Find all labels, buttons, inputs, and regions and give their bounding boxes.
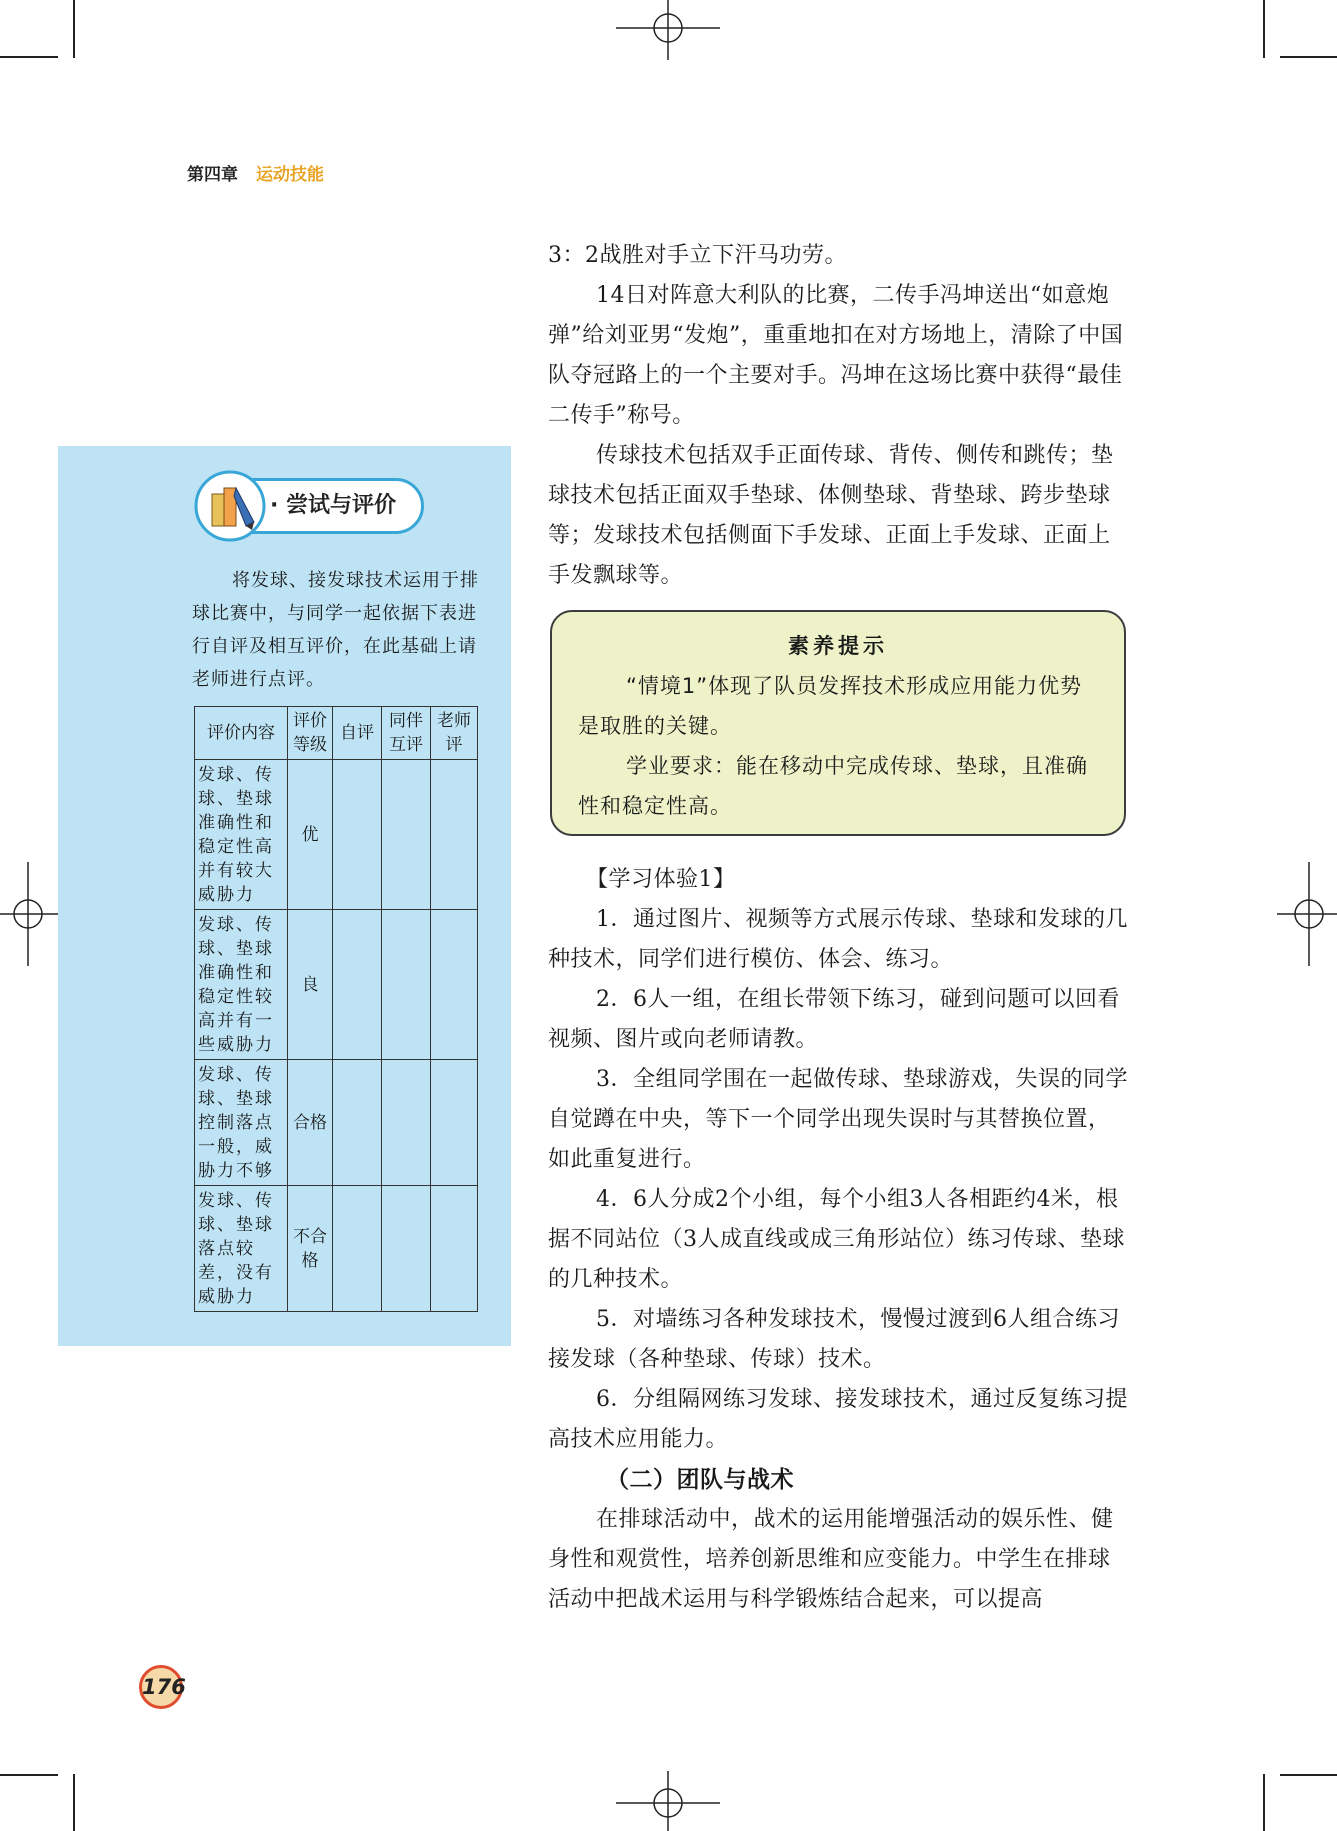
teacher-eval-cell[interactable] (431, 910, 478, 1060)
self-eval-cell[interactable] (333, 760, 382, 910)
paragraph: 在排球活动中，战术的运用能增强活动的娱乐性、健身性和观赏性，培养创新思维和应变能力。中学生在排球活动中把战术运用与科学锻炼结合起来，可以提高 (548, 1507, 1114, 1612)
teacher-eval-cell[interactable] (431, 760, 478, 910)
crop-mark (73, 0, 75, 58)
registration-mark-top (616, 0, 720, 60)
grade-cell: 优 (288, 760, 333, 910)
paragraph: 传球技术包括双手正面传球、背传、侧传和跳传；垫球技术包括正面双手垫球、体侧垫球、背垫球、跨步垫球等；发球技术包括侧面下手发球、正面上手发球、正面上手发飘球等。 (548, 443, 1114, 588)
list-item: 2．6人一组，在组长带领下练习，碰到问题可以回看视频、图片或向老师请教。 (548, 987, 1120, 1052)
pencil-books-icon (190, 468, 274, 546)
list-item: 4．6人分成2个小组，每个小组3人各相距约4米，根据不同站位（3人成直线或成三角形站位）练习传球、垫球的几种技术。 (548, 1187, 1125, 1292)
table-header-row (195, 707, 478, 760)
content-cell: 发球、传球、垫球控制落点一般，威胁力不够 (195, 1060, 288, 1186)
registration-mark-bottom (616, 1771, 720, 1831)
column-header: 老师评 (431, 707, 478, 760)
paragraph: 3：2战胜对手立下汗马功劳。 (548, 243, 847, 268)
crop-mark (0, 56, 58, 58)
grade-cell: 不合格 (288, 1186, 333, 1312)
self-eval-cell[interactable] (333, 1060, 382, 1186)
crop-mark (1263, 0, 1265, 58)
paragraph: 14日对阵意大利队的比赛，二传手冯坤送出“如意炮弹”给刘亚男“发炮”，重重地扣在对方场地上，清除了中国队夺冠路上的一个主要对手。冯坤在这场比赛中获得“最佳二传手”称号。 (548, 283, 1124, 428)
section-label: 运动技能 (256, 165, 324, 185)
peer-eval-cell[interactable] (382, 1186, 431, 1312)
crop-mark (1280, 1774, 1337, 1776)
tip-paragraph: 学业要求：能在移动中完成传球、垫球，且准确性和稳定性高。 (578, 754, 1088, 818)
table-row (195, 760, 478, 910)
tip-title: 素养提示 (788, 634, 888, 658)
section-subheading: （二）团队与战术 (606, 1467, 794, 1493)
column-header: 同伴互评 (382, 707, 431, 760)
column-header: 评价等级 (288, 707, 333, 760)
registration-mark-right (1277, 862, 1337, 966)
chapter-label: 第四章 (187, 165, 238, 185)
list-item: 5．对墙练习各种发球技术，慢慢过渡到6人组合练习接发球（各种垫球、传球）技术。 (548, 1307, 1120, 1372)
crop-mark (73, 1774, 75, 1831)
sidebar-intro (192, 564, 492, 696)
content-cell: 发球、传球、垫球准确性和稳定性高并有较大威胁力 (195, 760, 288, 910)
running-header (187, 160, 324, 185)
try-and-evaluate-badge (190, 468, 436, 546)
registration-mark-left (0, 862, 60, 966)
grade-cell: 良 (288, 910, 333, 1060)
evaluation-table (194, 706, 478, 1312)
literacy-tip-box (550, 610, 1126, 836)
list-item: 6．分组隔网练习发球、接发球技术，通过反复练习提高技术应用能力。 (548, 1387, 1128, 1452)
table-row (195, 1060, 478, 1186)
self-eval-cell[interactable] (333, 1186, 382, 1312)
content-cell: 发球、传球、垫球准确性和稳定性较高并有一些威胁力 (195, 910, 288, 1060)
content-cell: 发球、传球、垫球落点较差，没有威胁力 (195, 1186, 288, 1312)
badge-label: · 尝试与评价 (270, 493, 397, 518)
teacher-eval-cell[interactable] (431, 1186, 478, 1312)
learning-experience-heading: 【学习体验1】 (586, 867, 736, 892)
page-number: 176 (139, 1665, 183, 1709)
table-row (195, 910, 478, 1060)
crop-mark (0, 1774, 58, 1776)
tip-paragraph: “情境1”体现了队员发挥技术形成应用能力优势是取胜的关键。 (578, 674, 1083, 738)
column-header: 评价内容 (195, 707, 288, 760)
main-text-top (548, 236, 1128, 596)
peer-eval-cell[interactable] (382, 1060, 431, 1186)
crop-mark (1263, 1774, 1265, 1831)
intro-paragraph: 将发球、接发球技术运用于排球比赛中，与同学一起依据下表进行自评及相互评价，在此基础上请老师进行点评。 (192, 570, 479, 690)
self-eval-cell[interactable] (333, 910, 382, 1060)
crop-mark (1280, 56, 1337, 58)
try-and-evaluate-sidebar (58, 446, 511, 1346)
main-text-bottom (548, 860, 1128, 1620)
list-item: 1．通过图片、视频等方式展示传球、垫球和发球的几种技术，同学们进行模仿、体会、练习。 (548, 907, 1128, 972)
peer-eval-cell[interactable] (382, 760, 431, 910)
teacher-eval-cell[interactable] (431, 1060, 478, 1186)
grade-cell: 合格 (288, 1060, 333, 1186)
column-header: 自评 (333, 707, 382, 760)
table-row (195, 1186, 478, 1312)
list-item: 3．全组同学围在一起做传球、垫球游戏，失误的同学自觉蹲在中央，等下一个同学出现失误时与其替换位置，如此重复进行。 (548, 1067, 1128, 1172)
peer-eval-cell[interactable] (382, 910, 431, 1060)
